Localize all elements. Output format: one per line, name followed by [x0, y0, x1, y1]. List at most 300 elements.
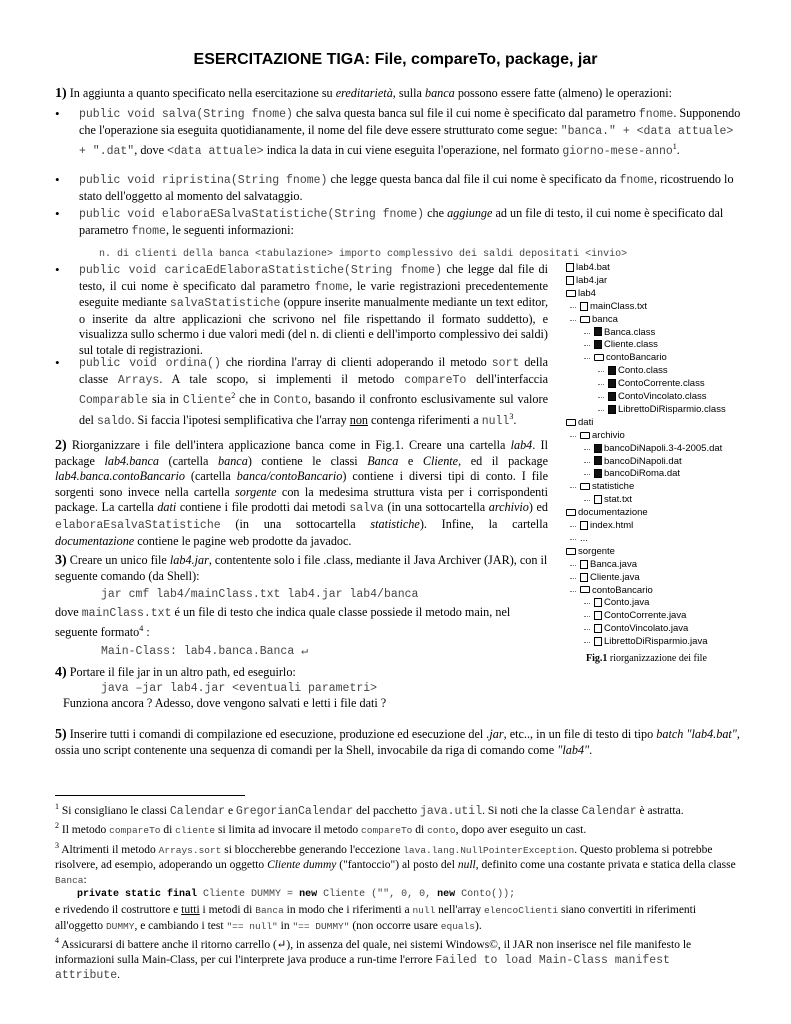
text: indica la data in cui viene eseguita l'operazione, nel formato [263, 143, 563, 158]
file-icon [594, 611, 602, 620]
tree-item [566, 417, 593, 429]
footnote-ref: 4 [139, 624, 144, 634]
tree-item [608, 404, 726, 416]
caption-label: Fig.1 [586, 653, 608, 664]
text: della classe [79, 355, 549, 386]
code: fnome [638, 108, 674, 121]
tree-item-label: LibrettoDiRisparmio.java [604, 636, 708, 648]
folder-icon [566, 548, 576, 555]
code: null [481, 414, 510, 428]
tree-item-label: index.html [590, 520, 634, 531]
code: public void ordina() [79, 357, 221, 370]
tree-item-label: stat.txt [604, 494, 632, 506]
code: conto [427, 825, 456, 837]
file-icon [594, 495, 602, 504]
code: salvaStatistiche [169, 297, 281, 311]
text: lab4.banca [104, 453, 159, 468]
page-title: ESERCITAZIONE TIGA: File, compareTo, package, jar [193, 51, 598, 68]
dummy-code-line [55, 888, 741, 903]
text: che salva questa banca sul file il cui nome è specificato dal parametro [292, 106, 639, 120]
text: , le varie registrazioni precedentemente eseguite mediante [79, 278, 548, 310]
text: , contentente solo i file .class, mediante il Java Archiver (JAR), con il seguente comando (da Shell): [55, 553, 548, 583]
text: aggiunge [447, 206, 493, 220]
code-keyword: new [437, 889, 456, 901]
tree-item-label: Conto.java [604, 597, 650, 609]
code: public void caricaEdElaboraStatistiche(String fnome) [79, 264, 442, 277]
code: public void salva(String fnome) [79, 108, 293, 121]
footnote-number: 1 [55, 802, 59, 811]
text: banca [424, 86, 455, 100]
code: Calendar [169, 804, 226, 818]
tree-item [594, 610, 686, 622]
text: contiene i file prodotti dai metodi [176, 500, 350, 515]
tree-connector [598, 384, 604, 385]
tree-item-label: bancoDiNapoli.3-4-2005.dat [604, 442, 723, 454]
tree-item [580, 481, 634, 493]
tree-connector [570, 436, 576, 437]
text: dove [55, 604, 82, 619]
code: <data attuale> [167, 145, 264, 159]
tree-item-label: statistiche [592, 481, 635, 493]
tree-item [608, 391, 707, 403]
footnote-ref: 3 [509, 411, 514, 421]
tree-item [608, 365, 668, 377]
folder-icon [594, 354, 604, 361]
text: Assicurarsi di battere anche il ritorno carrello (↵), in assenza del quale, nei sistemi Windows©, il JAR non inserisce nel file manifesto le informazioni sulla Main-Class, per cui l'interprete java produce a run-time l'errore [55, 939, 692, 966]
manifest-line: Main-Class: lab4.banca.Banca ↵ [101, 645, 309, 659]
tree-item-label: ... [580, 532, 588, 544]
tree-item [594, 494, 632, 506]
tree-connector [584, 616, 590, 617]
code: compareTo [404, 373, 467, 387]
section-number: 4) [55, 665, 67, 680]
stat-format-line: n. di clienti della banca <tabulazione> importo complessivo dei saldi depositati <invio> [99, 249, 628, 261]
tree-connector [584, 345, 590, 346]
text: , e cambiando i test [134, 919, 227, 932]
text: . [117, 969, 120, 982]
text: . Il package [55, 438, 548, 468]
tree-item [566, 275, 607, 287]
tree-item-label: dati [578, 416, 594, 428]
text: tutti [181, 904, 200, 917]
tree-item [566, 507, 648, 519]
file-icon [608, 405, 616, 414]
code: fnome [619, 174, 654, 187]
text: . Si faccia l'ipotesi semplificativa che l'array [131, 412, 350, 427]
text: null [457, 859, 476, 872]
text: , etc.., in un file di testo di tipo [503, 727, 657, 741]
tree-item [594, 597, 649, 609]
tree-item-label: ContoVincolato.java [604, 623, 689, 635]
text: , ricostruendo lo stato dell'oggetto al momento del salvataggio. [79, 172, 734, 203]
text: dati [157, 500, 177, 515]
text: (cartella [158, 453, 219, 468]
tree-item [566, 262, 610, 274]
text: . Questo problema si potrebbe risolvere, ad esempio, adoperando un oggetto [55, 843, 713, 872]
text: e [398, 453, 423, 468]
tree-item-label: contoBancario [606, 352, 667, 364]
tree-connector [598, 397, 604, 398]
file-icon [608, 392, 616, 401]
code: compareTo [361, 825, 413, 837]
text: possono essere fatte (almeno) le operazioni: [454, 86, 673, 100]
text: , dopo aver eseguito un cast. [455, 824, 587, 837]
text: (cartella [184, 469, 237, 484]
text: lab4.jar [169, 553, 209, 567]
file-icon [594, 340, 602, 349]
text: Creare un unico file [66, 553, 170, 567]
file-icon [594, 327, 602, 336]
folder-icon [566, 290, 576, 297]
footnote-number: 3 [55, 840, 59, 850]
section-number: 2) [55, 438, 67, 453]
tree-item-label: sorgente [578, 545, 615, 557]
tree-item-label: Conto.class [618, 365, 668, 377]
text: . Supponendo che l'operazione sia eseguita quotidianamente, il nome del file deve essere strutturato come segue: [79, 106, 741, 137]
tree-item [566, 288, 596, 300]
text: in [277, 919, 293, 932]
footnotes [55, 800, 741, 984]
tree-item [580, 533, 588, 545]
section-5 [55, 727, 741, 758]
tree-item-label: bancoDiRoma.dat [604, 468, 681, 480]
bullet-icon: • [55, 206, 60, 221]
text: nell'array [435, 904, 484, 917]
text: : [83, 873, 87, 886]
text: banca/contoBancario [236, 469, 343, 484]
text: che legge questa banca dal file il cui nome è specificato da [327, 172, 620, 186]
text: (oppure inserite manualmente mediante un text editor, o inserite da altre applicazioni che scrivono nel file rispettando il formato suddetto), e visualizza sullo schermo i due valori medi (del n. di clienti e dell'importo complessivo dei saldi) sul totale di registrazioni. [79, 295, 548, 357]
text: archivio [488, 500, 529, 515]
section-1-intro [55, 86, 741, 102]
tree-connector [584, 500, 590, 501]
file-icon [580, 302, 588, 311]
tree-connector [570, 578, 576, 579]
text: contenga riferimenti a [368, 412, 482, 427]
bullet-icon: • [55, 262, 60, 277]
code: Cliente [182, 394, 232, 408]
code: Comparable [79, 394, 149, 408]
text: Altrimenti il metodo [59, 843, 159, 856]
code: saldo [96, 414, 132, 428]
tree-connector [598, 410, 604, 411]
tree-connector [598, 371, 604, 372]
tree-item-label: documentazione [578, 507, 648, 519]
tree-connector [584, 629, 590, 630]
code: Conto [273, 394, 308, 408]
tree-item-label: bancoDiNapoli.dat [604, 455, 682, 467]
folder-icon [580, 432, 590, 439]
tree-item-label: contoBancario [592, 584, 653, 596]
code: public void ripristina(String fnome) [79, 174, 328, 187]
footnote-1 [55, 800, 741, 819]
text: , sulla [392, 86, 425, 100]
section-2 [55, 438, 548, 549]
code: Conto()); [455, 889, 516, 901]
file-icon [594, 624, 602, 633]
bullet-icon: • [55, 355, 60, 370]
text: di [160, 824, 176, 837]
code: null [412, 905, 436, 917]
tree-connector [570, 487, 576, 488]
tree-item [594, 468, 680, 480]
text: Inserire tutti i comandi di compilazione ed esecuzione, produzione ed esecuzione del [66, 727, 487, 741]
tree-item [594, 352, 667, 364]
tree-item [580, 301, 647, 313]
text: In aggiunta a quanto specificato nella esercitazione su [66, 86, 336, 100]
file-icon [594, 598, 602, 607]
code: fnome [131, 224, 166, 238]
tree-connector [584, 474, 590, 475]
text: banca [218, 453, 248, 468]
text: siano convertiti in riferimenti all'oggetto [55, 904, 697, 932]
text: i metodi di [199, 904, 256, 917]
question: Funziona ancora ? Adesso, dove vengono salvati e letti i file dati ? [63, 696, 387, 711]
bullet-elabora [55, 206, 741, 263]
footnote-2 [55, 819, 741, 838]
code: "banca." + <data attuale> + ".dat" [79, 124, 734, 159]
tree-item [580, 314, 618, 326]
code-keyword: new [299, 889, 318, 901]
footnote-ref: 1 [672, 142, 677, 152]
section-number: 1) [55, 86, 67, 101]
footnote-ref: 2 [231, 391, 236, 401]
folder-icon [580, 586, 590, 593]
file-icon [608, 379, 616, 388]
tree-item-label: ContoVincolato.class [618, 391, 707, 402]
code: "== DUMMY" [292, 920, 350, 932]
code: DUMMY [105, 920, 135, 932]
tree-item-label: Cliente.class [604, 339, 658, 351]
text: ) contiene le classi [247, 453, 368, 468]
text: (in una sottocartella [383, 500, 489, 515]
tree-item-label: ContoCorrente.class [618, 378, 705, 390]
text: sorgente [235, 484, 277, 499]
tree-item [580, 520, 633, 532]
text: di [412, 824, 428, 837]
text: che riordina l'array di clienti adoperando il metodo [220, 355, 492, 369]
text: documentazione [55, 533, 135, 548]
text: Banca [367, 453, 399, 468]
code: mainClass.txt [81, 606, 172, 620]
text: .jar [486, 727, 504, 741]
file-icon [566, 263, 574, 272]
text: non [349, 412, 368, 427]
bullet-icon: • [55, 106, 60, 121]
tree-item-label: lab4.jar [576, 274, 608, 286]
jar-command: jar cmf lab4/mainClass.txt lab4.jar lab4/banca [101, 588, 419, 602]
tree-connector [570, 320, 576, 321]
tree-item [580, 585, 653, 597]
section-3 [55, 553, 548, 660]
code: elaboraEsalvaStatistiche [55, 518, 221, 532]
text: : [143, 625, 150, 640]
code: lava.lang.NullPointerException [403, 844, 575, 856]
text: ). [475, 919, 482, 932]
footnote-4 [55, 934, 741, 984]
bullet-ordina: • public void ordina() che riordina l'array di clienti adoperando il metodo sort della classe Arrays. A tale scopo, si implementi il metodo compareTo dell'interfaccia Comparable sia in Cliente$^2$ che in Conto, basando il confronto esclusivamente sul valore del saldo. Si faccia l'ipotesi semplificativa che l'array non contenga riferimenti a null$^3$. [55, 355, 549, 428]
section-number: 5) [55, 727, 67, 742]
caption-text: riorganizzazione dei file [607, 653, 707, 664]
text: ad un file di testo, il cui nome è specificato dal parametro [79, 206, 724, 237]
code: Arrays [117, 373, 160, 387]
text: ) ed [528, 500, 548, 515]
file-icon [608, 366, 616, 375]
tree-connector [570, 591, 576, 592]
code: sort [491, 357, 520, 370]
section-number: 3) [55, 553, 67, 568]
text: lab4 [510, 438, 533, 452]
file-tree-figure [562, 262, 752, 652]
tree-item [580, 430, 625, 442]
folder-icon [580, 316, 590, 323]
tree-item [580, 559, 637, 571]
bullet-icon: • [55, 172, 60, 187]
tree-item [608, 378, 705, 390]
footnote-3-continued [55, 903, 741, 934]
tree-item-label: lab4.bat [576, 262, 610, 273]
text: Cliente [422, 453, 459, 468]
tree-item-label: banca [592, 313, 618, 325]
section-1 [55, 86, 741, 102]
code: public void elaboraESalvaStatistiche(String fnome) [79, 208, 425, 221]
folder-icon [580, 483, 590, 490]
tree-connector [584, 449, 590, 450]
text: Il metodo [59, 824, 110, 837]
tree-item [594, 339, 658, 351]
code: Cliente ("", 0, 0, [317, 889, 438, 901]
figure-caption [586, 653, 707, 664]
file-icon [594, 444, 602, 453]
tree-item-label: archivio [592, 429, 625, 441]
text: ereditarietà [335, 86, 393, 100]
text: . A tale scopo, si implementi il metodo [159, 371, 405, 386]
text: ("fantoccio") al posto del [336, 859, 458, 872]
text: ). Infine, la cartella [419, 516, 548, 531]
text: è astratta. [636, 804, 684, 817]
text: Si consigliano le classi [59, 804, 170, 817]
footnote-divider [55, 795, 245, 796]
text: , basando il confronto esclusivamente sul valore del [79, 392, 548, 427]
code: salva [349, 502, 384, 516]
file-icon [594, 637, 602, 646]
text: Riorganizzare i file dell'intera applicazione banca come in Fig.1. Creare una cartella [66, 438, 511, 452]
tree-item-label: Cliente.java [590, 571, 640, 583]
text: del pacchetto [353, 804, 420, 817]
text: batch "lab4.bat" [656, 727, 737, 741]
text: e rivedendo il costruttore e [55, 904, 182, 917]
tree-item [580, 572, 640, 584]
text: lab4.banca.contoBancario [55, 469, 185, 484]
bullet-ripristina [55, 172, 741, 204]
text: che in [235, 392, 274, 407]
tree-item [594, 456, 682, 468]
tree-item [594, 443, 722, 455]
text: (non occorre usare [349, 919, 441, 932]
tree-connector [570, 565, 576, 566]
tree-item [594, 636, 707, 648]
text: che legge dal file di testo, il cui nome è specificato dal parametro [79, 262, 548, 293]
text: si limita ad invocare il metodo [215, 824, 362, 837]
tree-item [594, 327, 655, 339]
text: . [589, 742, 593, 757]
text: (in una sottocartella [220, 516, 371, 531]
bullet-salva: • public void salva(String fnome) che salva questa banca sul file il cui nome è specificato dal parametro fnome. Supponendo che l'operazione sia eseguita quotidianamente, il nome del file deve essere strutturato come segue: "banca." + <data attuale> + ".dat", dove <data attuale> indica la data in cui viene eseguita l'operazione, nel formato giorno-mese-anno$^1$. [55, 106, 741, 159]
footnote-number: 4 [55, 936, 59, 946]
text: é un file di testo che indica quale classe possiede il metodo main, nel seguente formato [55, 604, 511, 640]
code: Failed to load Main-Class manifest attribute [55, 953, 670, 983]
code: giorno-mese-anno [562, 145, 673, 159]
tree-connector [584, 603, 590, 604]
code: fnome [314, 280, 350, 294]
file-icon [580, 560, 588, 569]
text: "lab4" [557, 742, 590, 757]
code: Cliente DUMMY = [197, 889, 300, 901]
java-command: java –jar lab4.jar <eventuali parametri> [101, 681, 378, 695]
text: con la medesima struttura vista per i corrispondenti package. La cartella [55, 484, 548, 515]
code: "== null" [226, 920, 278, 932]
tree-connector [570, 539, 576, 540]
code: cliente [175, 825, 216, 837]
code: Arrays.sort [158, 844, 222, 856]
text: , ossia uno script contenente una sequenza di comandi per la Shell, invocabile da riga di comando come [55, 727, 740, 757]
tree-connector [570, 526, 576, 527]
tree-item-label: mainClass.txt [590, 300, 648, 312]
code: GregorianCalendar [235, 804, 354, 818]
text: contiene le pagine web prodotte da javadoc. [134, 533, 352, 548]
text: ) contiene i diversi tipi di conto. I file sorgenti sono invece nella cartella [55, 469, 548, 499]
text: in modo che i riferimenti a [283, 904, 413, 917]
folder-icon [566, 509, 576, 516]
text: , definito come una costante privata e statica della classe [475, 859, 736, 872]
text: Portare il file jar in un altro path, ed eseguirlo: [66, 665, 296, 679]
text: dell'interfaccia [466, 371, 549, 386]
text: statistiche [370, 516, 420, 531]
code: Calendar [581, 804, 637, 818]
tree-item [566, 546, 615, 558]
file-icon [580, 521, 588, 530]
text: , le seguenti informazioni: [165, 222, 294, 237]
tree-connector [584, 333, 590, 334]
text: , ed il package [458, 453, 548, 468]
file-icon [566, 276, 574, 285]
file-icon [594, 469, 602, 478]
code: Banca [55, 874, 84, 886]
tree-item-label: lab4 [578, 287, 596, 299]
text: si bloccherebbe generando l'eccezione [221, 843, 404, 856]
tree-item-label: ContoCorrente.java [604, 610, 687, 622]
folder-icon [566, 419, 576, 426]
text: sia in [148, 392, 183, 407]
footnote-3 [55, 839, 741, 889]
tree-item-label: LibrettoDiRisparmio.class [618, 403, 726, 415]
file-icon [594, 456, 602, 465]
tree-connector [584, 642, 590, 643]
code: equals [440, 920, 476, 932]
section-4 [55, 665, 655, 712]
footnote-number: 2 [55, 821, 59, 831]
tree-item-label: Banca.class [604, 326, 656, 338]
text: , dove [134, 143, 168, 158]
tree-connector [570, 307, 576, 308]
text: . Si noti che la classe [482, 804, 582, 817]
text: e [225, 804, 236, 817]
bullet-carica [55, 262, 548, 359]
code: compareTo [109, 825, 161, 837]
tree-connector [584, 462, 590, 463]
code-keyword: private static final [77, 889, 198, 901]
text: Cliente dummy [267, 859, 337, 872]
